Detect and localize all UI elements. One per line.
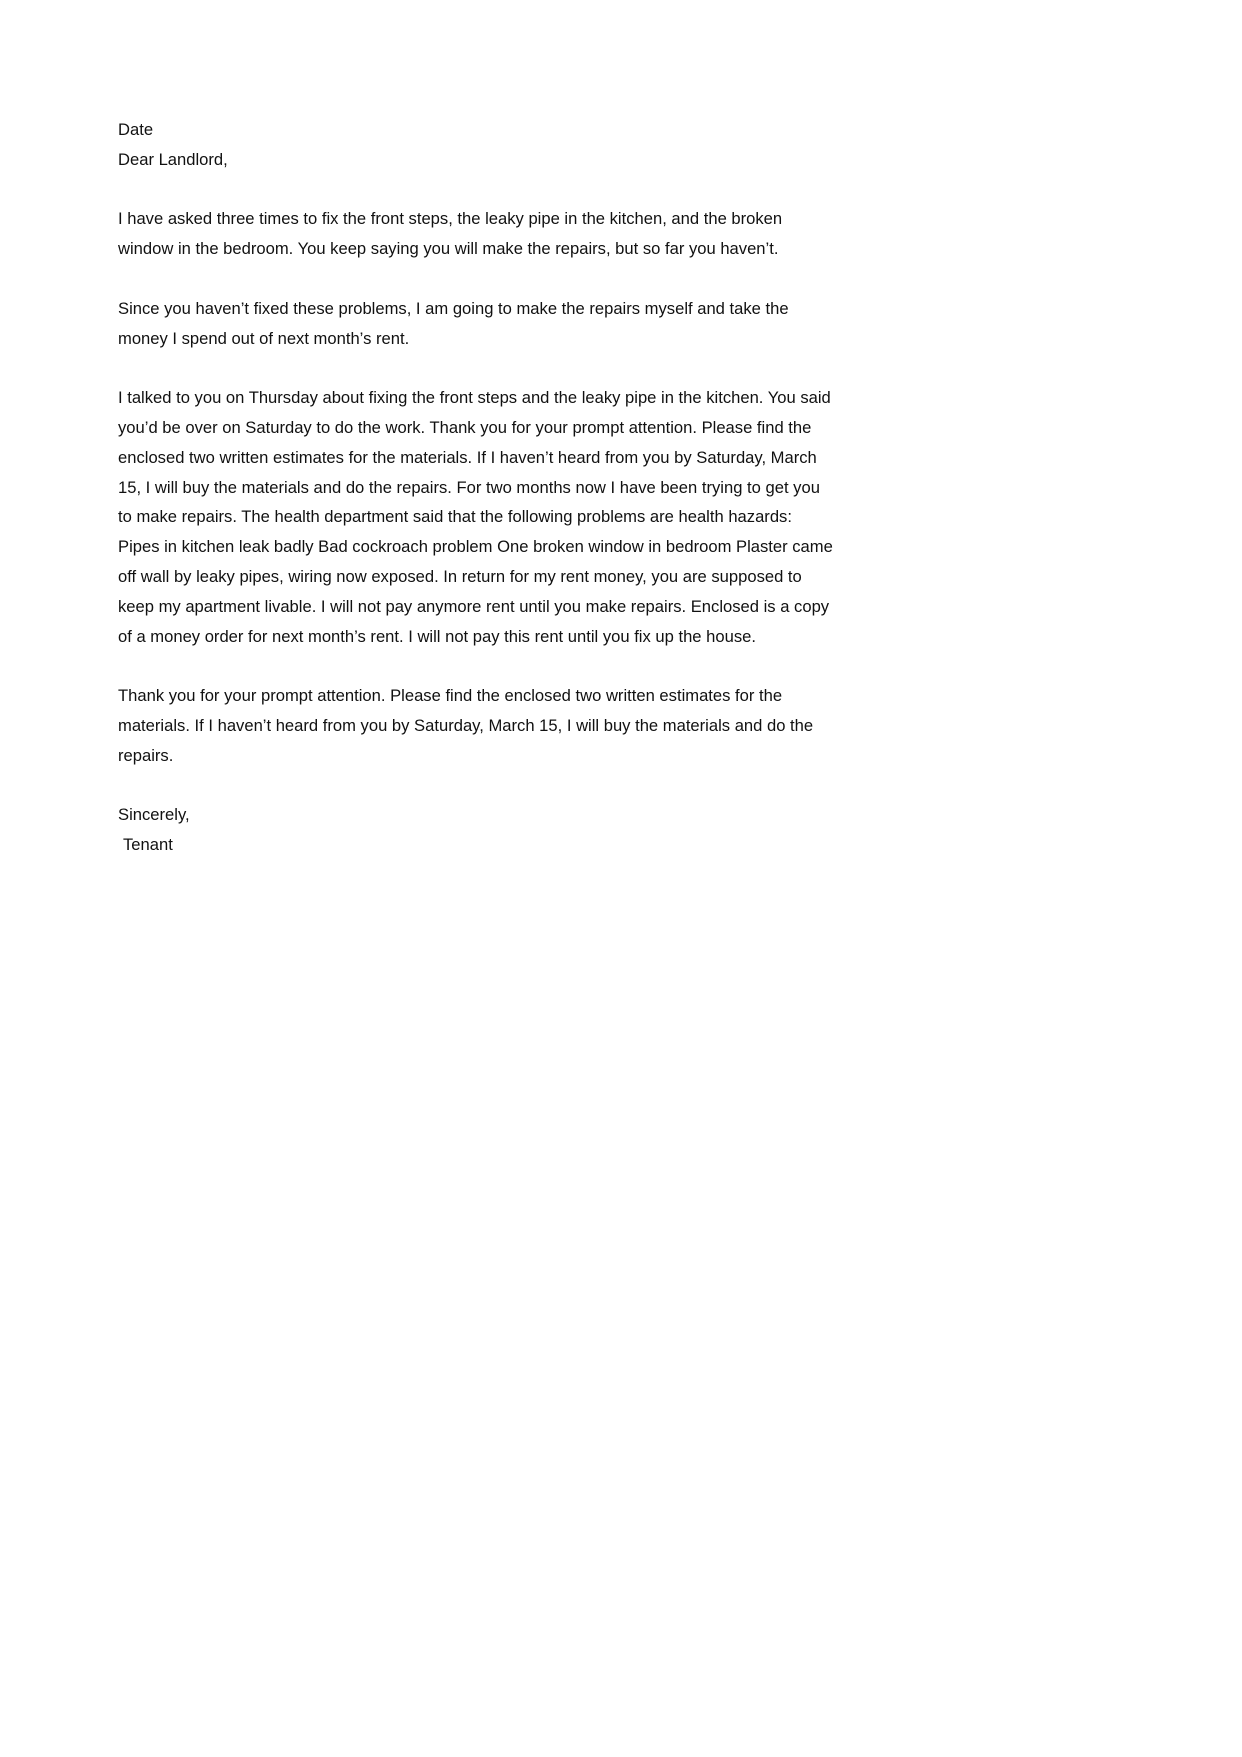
letter-closing: Sincerely, [118,805,190,825]
letter-date: Date [118,120,154,139]
letter-salutation: Dear Landlord, [118,149,228,169]
spacer [118,175,838,205]
paragraph-closing-notice: Thank you for your prompt attention. Please find the enclosed two written estimates for the materials. If I haven’t heard from you by Saturday, March 15, I will buy the materials and do the repairs. [118,686,814,765]
letter-signer: Tenant [123,835,173,855]
paragraph-repair-and-deduct: Since you haven’t fixed these problems, I am going to make the repairs myself and take the money I spend out of next month’s rent. [118,298,789,348]
paragraph-repair-requests: I have asked three times to fix the front steps, the leaky pipe in the kitchen, and the broken window in the bedroom. You keep saying you will make the repairs, but so far you haven’t. [118,209,783,259]
paragraph-details: I talked to you on Thursday about fixing the front steps and the leaky pipe in the kitchen. You said you’d be over on Saturday to do the work. Thank you for your prompt attention. Please find the enclosed two written estimates for the materials. If I haven’t heard from you by Saturday, March 15, I will buy the materials and do the repairs. For two months now I have been trying to get you to make repairs. The health department said that the following problems are health hazards: Pipes in kitchen leak badly Bad cockroach problem One broken window in bedroom Plaster came off wall by leaky pipes, wiring now exposed. In return for my rent money, you are supposed to keep my apartment livable. I will not pay anymore rent until you make repairs. Enclosed is a copy of a money order for next month’s rent. I will not pay this rent until you fix up the house. [118,388,833,646]
letter-body [118,115,838,860]
